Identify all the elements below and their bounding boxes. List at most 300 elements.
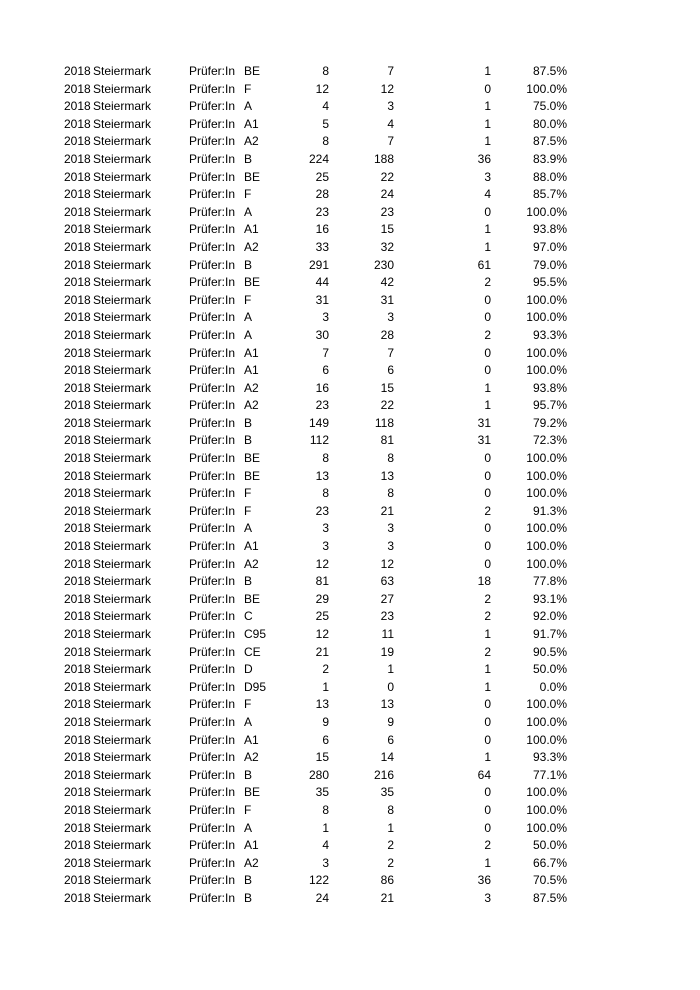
passed-count-cell: 3 — [387, 310, 394, 325]
role-cell: Prüfer:In — [189, 64, 236, 78]
role-cell: Prüfer:In — [189, 679, 236, 694]
pass-rate-cell: 91.7% — [532, 627, 567, 641]
role-cell: Prüfer:In — [189, 222, 236, 237]
failed-count-cell: 31 — [477, 433, 491, 448]
region-cell: Steiermark — [93, 151, 152, 166]
total-count-cell: 291 — [308, 257, 329, 272]
total-count-cell: 33 — [315, 239, 329, 254]
passed-count-cell: 86 — [380, 873, 394, 888]
region-cell: Steiermark — [93, 662, 152, 677]
pass-rate-cell: 75.0% — [532, 99, 567, 114]
table-row — [0, 679, 700, 697]
table-row — [0, 345, 700, 363]
license-class-cell: A2 — [244, 398, 259, 413]
passed-count-cell: 8 — [387, 802, 394, 817]
role-cell: Prüfer:In — [189, 134, 236, 149]
pass-rate-cell: 100.0% — [526, 310, 567, 325]
pass-rate-cell: 100.0% — [526, 556, 567, 571]
total-count-cell: 8 — [322, 64, 329, 78]
total-count-cell: 23 — [315, 204, 329, 219]
total-count-cell: 3 — [322, 539, 329, 554]
region-cell: Steiermark — [93, 556, 152, 571]
license-class-cell: A — [244, 714, 253, 729]
failed-count-cell: 0 — [484, 714, 491, 729]
region-cell: Steiermark — [93, 415, 152, 430]
role-cell: Prüfer:In — [189, 99, 236, 114]
pass-rate-cell: 100.0% — [526, 732, 567, 747]
failed-count-cell: 0 — [484, 820, 491, 835]
passed-count-cell: 2 — [387, 838, 394, 853]
year-cell: 2018 — [64, 468, 91, 483]
license-class-cell: A1 — [244, 732, 259, 747]
license-class-cell: A2 — [244, 750, 259, 765]
passed-count-cell: 15 — [380, 222, 394, 237]
role-cell: Prüfer:In — [189, 363, 236, 378]
passed-count-cell: 7 — [387, 134, 394, 149]
passed-count-cell: 8 — [387, 486, 394, 501]
passed-count-cell: 63 — [380, 574, 394, 589]
region-cell: Steiermark — [93, 574, 152, 589]
pass-rate-cell: 100.0% — [526, 363, 567, 378]
year-cell: 2018 — [64, 64, 91, 78]
year-cell: 2018 — [64, 345, 91, 360]
table-row — [0, 890, 700, 908]
pass-rate-cell: 80.0% — [532, 116, 567, 131]
license-class-cell: A1 — [244, 838, 259, 853]
pass-rate-cell: 79.0% — [532, 257, 567, 272]
region-cell: Steiermark — [93, 187, 152, 202]
year-cell: 2018 — [64, 679, 91, 694]
role-cell: Prüfer:In — [189, 609, 236, 624]
total-count-cell: 15 — [315, 750, 329, 765]
pass-rate-cell: 93.8% — [532, 380, 567, 395]
passed-count-cell: 14 — [380, 750, 394, 765]
region-cell: Steiermark — [93, 169, 152, 184]
role-cell: Prüfer:In — [189, 81, 236, 96]
license-class-cell: A2 — [244, 556, 259, 571]
passed-count-cell: 230 — [373, 257, 394, 272]
total-count-cell: 12 — [315, 556, 329, 571]
license-class-cell: B — [244, 767, 253, 782]
license-class-cell: C95 — [244, 627, 267, 641]
role-cell: Prüfer:In — [189, 838, 236, 853]
region-cell: Steiermark — [93, 380, 152, 395]
region-cell: Steiermark — [93, 310, 152, 325]
role-cell: Prüfer:In — [189, 662, 236, 677]
table-row — [0, 872, 700, 890]
license-class-cell: D95 — [244, 679, 267, 694]
passed-count-cell: 28 — [380, 327, 394, 342]
year-cell: 2018 — [64, 116, 91, 131]
region-cell: Steiermark — [93, 451, 152, 466]
pass-rate-cell: 100.0% — [526, 714, 567, 729]
total-count-cell: 6 — [322, 363, 329, 378]
failed-count-cell: 1 — [484, 99, 491, 114]
failed-count-cell: 1 — [484, 855, 491, 870]
year-cell: 2018 — [64, 169, 91, 184]
region-cell: Steiermark — [93, 521, 152, 536]
total-count-cell: 4 — [322, 838, 329, 853]
pass-rate-cell: 92.0% — [532, 609, 567, 624]
table-row — [0, 784, 700, 802]
pass-rate-cell: 100.0% — [526, 697, 567, 712]
region-cell: Steiermark — [93, 239, 152, 254]
region-cell: Steiermark — [93, 679, 152, 694]
table-row — [0, 309, 700, 327]
year-cell: 2018 — [64, 873, 91, 888]
license-class-cell: A1 — [244, 345, 259, 360]
license-class-cell: A — [244, 99, 253, 114]
role-cell: Prüfer:In — [189, 820, 236, 835]
year-cell: 2018 — [64, 644, 91, 659]
year-cell: 2018 — [64, 275, 91, 290]
table-row — [0, 520, 700, 538]
passed-count-cell: 3 — [387, 99, 394, 114]
year-cell: 2018 — [64, 609, 91, 624]
passed-count-cell: 32 — [380, 239, 394, 254]
role-cell: Prüfer:In — [189, 697, 236, 712]
license-class-cell: F — [244, 81, 252, 96]
passed-count-cell: 24 — [380, 187, 394, 202]
pass-rate-cell: 87.5% — [532, 64, 567, 78]
failed-count-cell: 1 — [484, 64, 491, 78]
total-count-cell: 9 — [322, 714, 329, 729]
failed-count-cell: 1 — [484, 750, 491, 765]
region-cell: Steiermark — [93, 539, 152, 554]
table-row — [0, 221, 700, 239]
passed-count-cell: 8 — [387, 451, 394, 466]
failed-count-cell: 0 — [484, 204, 491, 219]
pass-rate-cell: 100.0% — [526, 468, 567, 483]
role-cell: Prüfer:In — [189, 187, 236, 202]
passed-count-cell: 4 — [387, 116, 394, 131]
role-cell: Prüfer:In — [189, 873, 236, 888]
region-cell: Steiermark — [93, 697, 152, 712]
role-cell: Prüfer:In — [189, 468, 236, 483]
region-cell: Steiermark — [93, 204, 152, 219]
total-count-cell: 122 — [308, 873, 329, 888]
year-cell: 2018 — [64, 556, 91, 571]
license-class-cell: F — [244, 486, 252, 501]
passed-count-cell: 188 — [373, 151, 394, 166]
passed-count-cell: 22 — [380, 169, 394, 184]
region-cell: Steiermark — [93, 275, 152, 290]
failed-count-cell: 1 — [484, 679, 491, 694]
role-cell: Prüfer:In — [189, 627, 236, 641]
table-row — [0, 133, 700, 151]
license-class-cell: BE — [244, 468, 261, 483]
year-cell: 2018 — [64, 521, 91, 536]
table-row — [0, 468, 700, 486]
total-count-cell: 112 — [309, 433, 329, 448]
region-cell: Steiermark — [93, 398, 152, 413]
pass-rate-cell: 50.0% — [532, 662, 567, 677]
passed-count-cell: 7 — [387, 64, 394, 78]
total-count-cell: 25 — [315, 169, 329, 184]
total-count-cell: 23 — [315, 503, 329, 518]
failed-count-cell: 31 — [477, 415, 491, 430]
total-count-cell: 3 — [322, 855, 329, 870]
table-row — [0, 116, 700, 134]
region-cell: Steiermark — [93, 732, 152, 747]
region-cell: Steiermark — [93, 873, 152, 888]
license-class-cell: F — [244, 292, 252, 307]
passed-count-cell: 23 — [380, 609, 394, 624]
total-count-cell: 12 — [315, 81, 329, 96]
year-cell: 2018 — [64, 310, 91, 325]
role-cell: Prüfer:In — [189, 591, 236, 606]
role-cell: Prüfer:In — [189, 116, 236, 131]
license-class-cell: B — [244, 257, 253, 272]
role-cell: Prüfer:In — [189, 732, 236, 747]
role-cell: Prüfer:In — [189, 855, 236, 870]
role-cell: Prüfer:In — [189, 327, 236, 342]
year-cell: 2018 — [64, 697, 91, 712]
failed-count-cell: 0 — [484, 486, 491, 501]
table-row — [0, 327, 700, 345]
table-row — [0, 556, 700, 574]
failed-count-cell: 1 — [484, 627, 491, 641]
pass-rate-cell: 97.0% — [532, 239, 567, 254]
role-cell: Prüfer:In — [189, 433, 236, 448]
role-cell: Prüfer:In — [189, 451, 236, 466]
license-class-cell: BE — [244, 64, 261, 78]
failed-count-cell: 0 — [484, 697, 491, 712]
total-count-cell: 35 — [315, 785, 329, 800]
passed-count-cell: 1 — [387, 662, 394, 677]
passed-count-cell: 21 — [380, 503, 394, 518]
license-class-cell: BE — [244, 169, 261, 184]
year-cell: 2018 — [64, 204, 91, 219]
license-class-cell: A2 — [244, 855, 259, 870]
pass-rate-cell: 93.1% — [532, 591, 567, 606]
failed-count-cell: 1 — [484, 116, 491, 131]
license-class-cell: BE — [244, 275, 261, 290]
year-cell: 2018 — [64, 802, 91, 817]
table-row — [0, 151, 700, 169]
total-count-cell: 1 — [322, 679, 329, 694]
total-count-cell: 8 — [322, 134, 329, 149]
role-cell: Prüfer:In — [189, 750, 236, 765]
data-table — [0, 63, 700, 908]
failed-count-cell: 2 — [484, 609, 491, 624]
table-row — [0, 661, 700, 679]
failed-count-cell: 3 — [484, 890, 491, 905]
table-row — [0, 608, 700, 626]
table-row — [0, 432, 700, 450]
pass-rate-cell: 90.5% — [532, 644, 567, 659]
failed-count-cell: 0 — [484, 292, 491, 307]
table-row — [0, 538, 700, 556]
region-cell: Steiermark — [93, 292, 152, 307]
total-count-cell: 16 — [315, 380, 329, 395]
license-class-cell: A1 — [244, 116, 259, 131]
failed-count-cell: 0 — [484, 521, 491, 536]
year-cell: 2018 — [64, 398, 91, 413]
total-count-cell: 1 — [322, 820, 329, 835]
total-count-cell: 280 — [308, 767, 329, 782]
pass-rate-cell: 100.0% — [526, 486, 567, 501]
license-class-cell: A2 — [244, 380, 259, 395]
region-cell: Steiermark — [93, 468, 152, 483]
role-cell: Prüfer:In — [189, 398, 236, 413]
license-class-cell: B — [244, 415, 253, 430]
license-class-cell: F — [244, 187, 252, 202]
pass-rate-cell: 77.1% — [532, 767, 567, 782]
role-cell: Prüfer:In — [189, 644, 236, 659]
pass-rate-cell: 93.3% — [532, 750, 567, 765]
pass-rate-cell: 93.8% — [532, 222, 567, 237]
region-cell: Steiermark — [93, 767, 152, 782]
pass-rate-cell: 87.5% — [532, 134, 567, 149]
year-cell: 2018 — [64, 838, 91, 853]
year-cell: 2018 — [64, 855, 91, 870]
total-count-cell: 3 — [322, 310, 329, 325]
total-count-cell: 12 — [315, 627, 329, 641]
region-cell: Steiermark — [93, 345, 152, 360]
failed-count-cell: 1 — [484, 398, 491, 413]
total-count-cell: 81 — [315, 574, 329, 589]
total-count-cell: 4 — [322, 99, 329, 114]
region-cell: Steiermark — [93, 134, 152, 149]
license-class-cell: A1 — [244, 539, 259, 554]
license-class-cell: A — [244, 521, 253, 536]
year-cell: 2018 — [64, 785, 91, 800]
region-cell: Steiermark — [93, 327, 152, 342]
failed-count-cell: 0 — [484, 468, 491, 483]
role-cell: Prüfer:In — [189, 486, 236, 501]
region-cell: Steiermark — [93, 433, 152, 448]
region-cell: Steiermark — [93, 116, 152, 131]
failed-count-cell: 1 — [484, 134, 491, 149]
license-class-cell: A2 — [244, 134, 259, 149]
failed-count-cell: 0 — [484, 81, 491, 96]
license-class-cell: B — [244, 890, 253, 905]
year-cell: 2018 — [64, 257, 91, 272]
table-row — [0, 450, 700, 468]
table-row — [0, 573, 700, 591]
table-row — [0, 503, 700, 521]
pass-rate-cell: 100.0% — [526, 204, 567, 219]
year-cell: 2018 — [64, 415, 91, 430]
year-cell: 2018 — [64, 433, 91, 448]
pass-rate-cell: 100.0% — [526, 785, 567, 800]
failed-count-cell: 0 — [484, 345, 491, 360]
total-count-cell: 5 — [322, 116, 329, 131]
failed-count-cell: 2 — [484, 327, 491, 342]
failed-count-cell: 2 — [484, 838, 491, 853]
failed-count-cell: 2 — [484, 503, 491, 518]
total-count-cell: 21 — [315, 644, 329, 659]
table-row — [0, 644, 700, 662]
region-cell: Steiermark — [93, 99, 152, 114]
total-count-cell: 25 — [315, 609, 329, 624]
failed-count-cell: 2 — [484, 591, 491, 606]
license-class-cell: A1 — [244, 222, 259, 237]
total-count-cell: 24 — [315, 890, 329, 905]
passed-count-cell: 0 — [387, 679, 394, 694]
year-cell: 2018 — [64, 662, 91, 677]
role-cell: Prüfer:In — [189, 257, 236, 272]
pass-rate-cell: 88.0% — [532, 169, 567, 184]
table-row — [0, 415, 700, 433]
pass-rate-cell: 85.7% — [532, 187, 567, 202]
role-cell: Prüfer:In — [189, 556, 236, 571]
failed-count-cell: 0 — [484, 732, 491, 747]
passed-count-cell: 6 — [387, 732, 394, 747]
table-row — [0, 767, 700, 785]
license-class-cell: A1 — [244, 363, 259, 378]
table-row — [0, 837, 700, 855]
region-cell: Steiermark — [93, 802, 152, 817]
passed-count-cell: 216 — [373, 767, 394, 782]
table-row — [0, 239, 700, 257]
passed-count-cell: 11 — [381, 627, 394, 641]
year-cell: 2018 — [64, 187, 91, 202]
license-class-cell: A — [244, 310, 253, 325]
passed-count-cell: 13 — [380, 697, 394, 712]
table-row — [0, 257, 700, 275]
year-cell: 2018 — [64, 714, 91, 729]
pass-rate-cell: 83.9% — [532, 151, 567, 166]
total-count-cell: 3 — [322, 521, 329, 536]
region-cell: Steiermark — [93, 363, 152, 378]
role-cell: Prüfer:In — [189, 785, 236, 800]
license-class-cell: B — [244, 151, 253, 166]
role-cell: Prüfer:In — [189, 767, 236, 782]
pass-rate-cell: 100.0% — [526, 802, 567, 817]
failed-count-cell: 0 — [484, 802, 491, 817]
table-row — [0, 820, 700, 838]
year-cell: 2018 — [64, 292, 91, 307]
table-row — [0, 169, 700, 187]
passed-count-cell: 81 — [380, 433, 394, 448]
region-cell: Steiermark — [93, 627, 152, 641]
total-count-cell: 13 — [315, 697, 329, 712]
license-class-cell: BE — [244, 785, 261, 800]
region-cell: Steiermark — [93, 486, 152, 501]
license-class-cell: A2 — [244, 239, 259, 254]
region-cell: Steiermark — [93, 785, 152, 800]
passed-count-cell: 3 — [387, 521, 394, 536]
failed-count-cell: 1 — [484, 222, 491, 237]
year-cell: 2018 — [64, 81, 91, 96]
passed-count-cell: 22 — [380, 398, 394, 413]
failed-count-cell: 0 — [484, 556, 491, 571]
total-count-cell: 31 — [315, 292, 329, 307]
total-count-cell: 44 — [315, 275, 329, 290]
table-row — [0, 749, 700, 767]
role-cell: Prüfer:In — [189, 169, 236, 184]
failed-count-cell: 2 — [484, 275, 491, 290]
table-row — [0, 591, 700, 609]
failed-count-cell: 4 — [484, 187, 491, 202]
year-cell: 2018 — [64, 239, 91, 254]
table-row — [0, 204, 700, 222]
year-cell: 2018 — [64, 890, 91, 905]
pass-rate-cell: 100.0% — [526, 345, 567, 360]
total-count-cell: 149 — [308, 415, 329, 430]
failed-count-cell: 0 — [484, 310, 491, 325]
table-row — [0, 292, 700, 310]
table-row — [0, 714, 700, 732]
passed-count-cell: 31 — [380, 292, 394, 307]
failed-count-cell: 0 — [484, 785, 491, 800]
role-cell: Prüfer:In — [189, 521, 236, 536]
year-cell: 2018 — [64, 99, 91, 114]
region-cell: Steiermark — [93, 64, 152, 78]
year-cell: 2018 — [64, 222, 91, 237]
